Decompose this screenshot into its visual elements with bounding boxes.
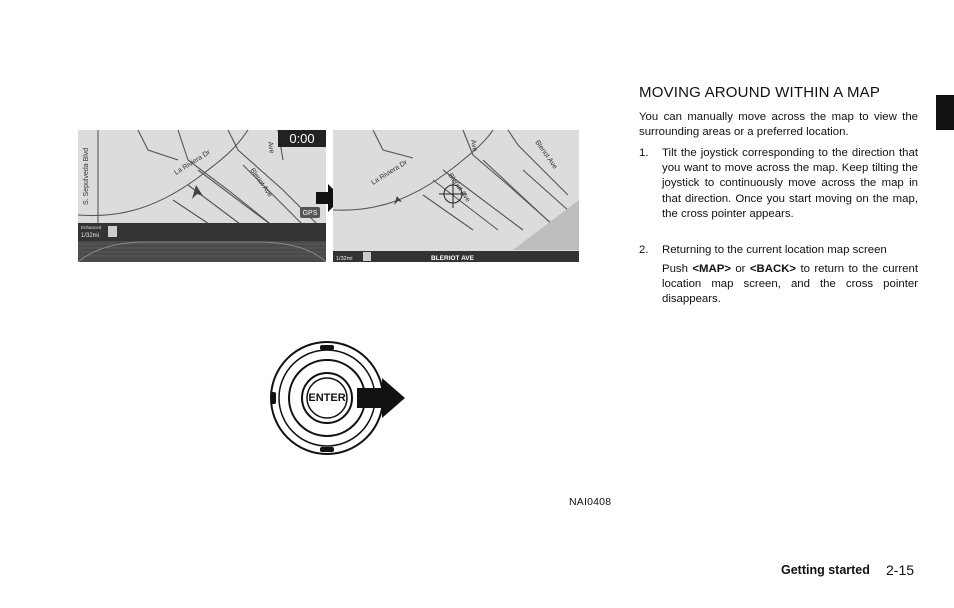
joystick-illustration [262, 340, 412, 460]
map-key: <MAP> [692, 263, 731, 275]
street-label-right: Bleriot Ave [533, 139, 559, 171]
street-label-avenue: Bleriot Ave [446, 172, 472, 204]
gps-badge: GPS [302, 210, 318, 217]
current-street-bar: BLERIOT AVE [431, 255, 474, 262]
back-key: <BACK> [749, 263, 797, 275]
scale-label: 1/32mi [81, 233, 100, 239]
step-text: Tilt the joystick corresponding to the direction that you want to move across the map. Keep tilting the joystick to continuously move across the map in that direction. Once you start moving on the map, the cross pointer appears. [662, 147, 918, 220]
street-label-diag: La Riviera Dr [370, 159, 409, 187]
intro-paragraph: You can manually move across the map to view the surrounding areas or a preferred location. [639, 111, 918, 139]
street-label-avenue: Bleriot Ave [248, 167, 274, 199]
text-run: or [730, 263, 750, 275]
enter-label: ENTER [308, 392, 346, 404]
step-number: 1. [639, 147, 649, 159]
map-screen-after [333, 130, 579, 262]
step-text: Returning to the current location map screen [662, 244, 887, 256]
step-number: 2. [639, 244, 649, 256]
figure-code: NAI0408 [569, 496, 612, 508]
step-2-body [662, 262, 918, 308]
street-label-short: Ave [469, 139, 478, 153]
street-label-diag: La Riviera Dr [173, 149, 212, 177]
chapter-tab [936, 95, 954, 130]
street-label-left: S. Sepulveda Blvd [83, 147, 90, 205]
clock-label: 0:00 [289, 131, 315, 146]
street-label-short: Ave [266, 141, 275, 155]
step-2 [639, 243, 918, 258]
section-heading: MOVING AROUND WITHIN A MAP [639, 84, 881, 101]
map-screen-before [78, 130, 326, 262]
text-run: to return to the current location map screen, and the cross pointer disappears. [662, 263, 918, 306]
scale-label: 1/32mi [336, 256, 353, 262]
footer-section-title: Getting started [781, 563, 870, 577]
text-run: Push [662, 263, 693, 275]
step-1 [639, 146, 918, 222]
page-number: 2-15 [886, 562, 915, 578]
scale-top-label: Enhanced [81, 225, 102, 230]
